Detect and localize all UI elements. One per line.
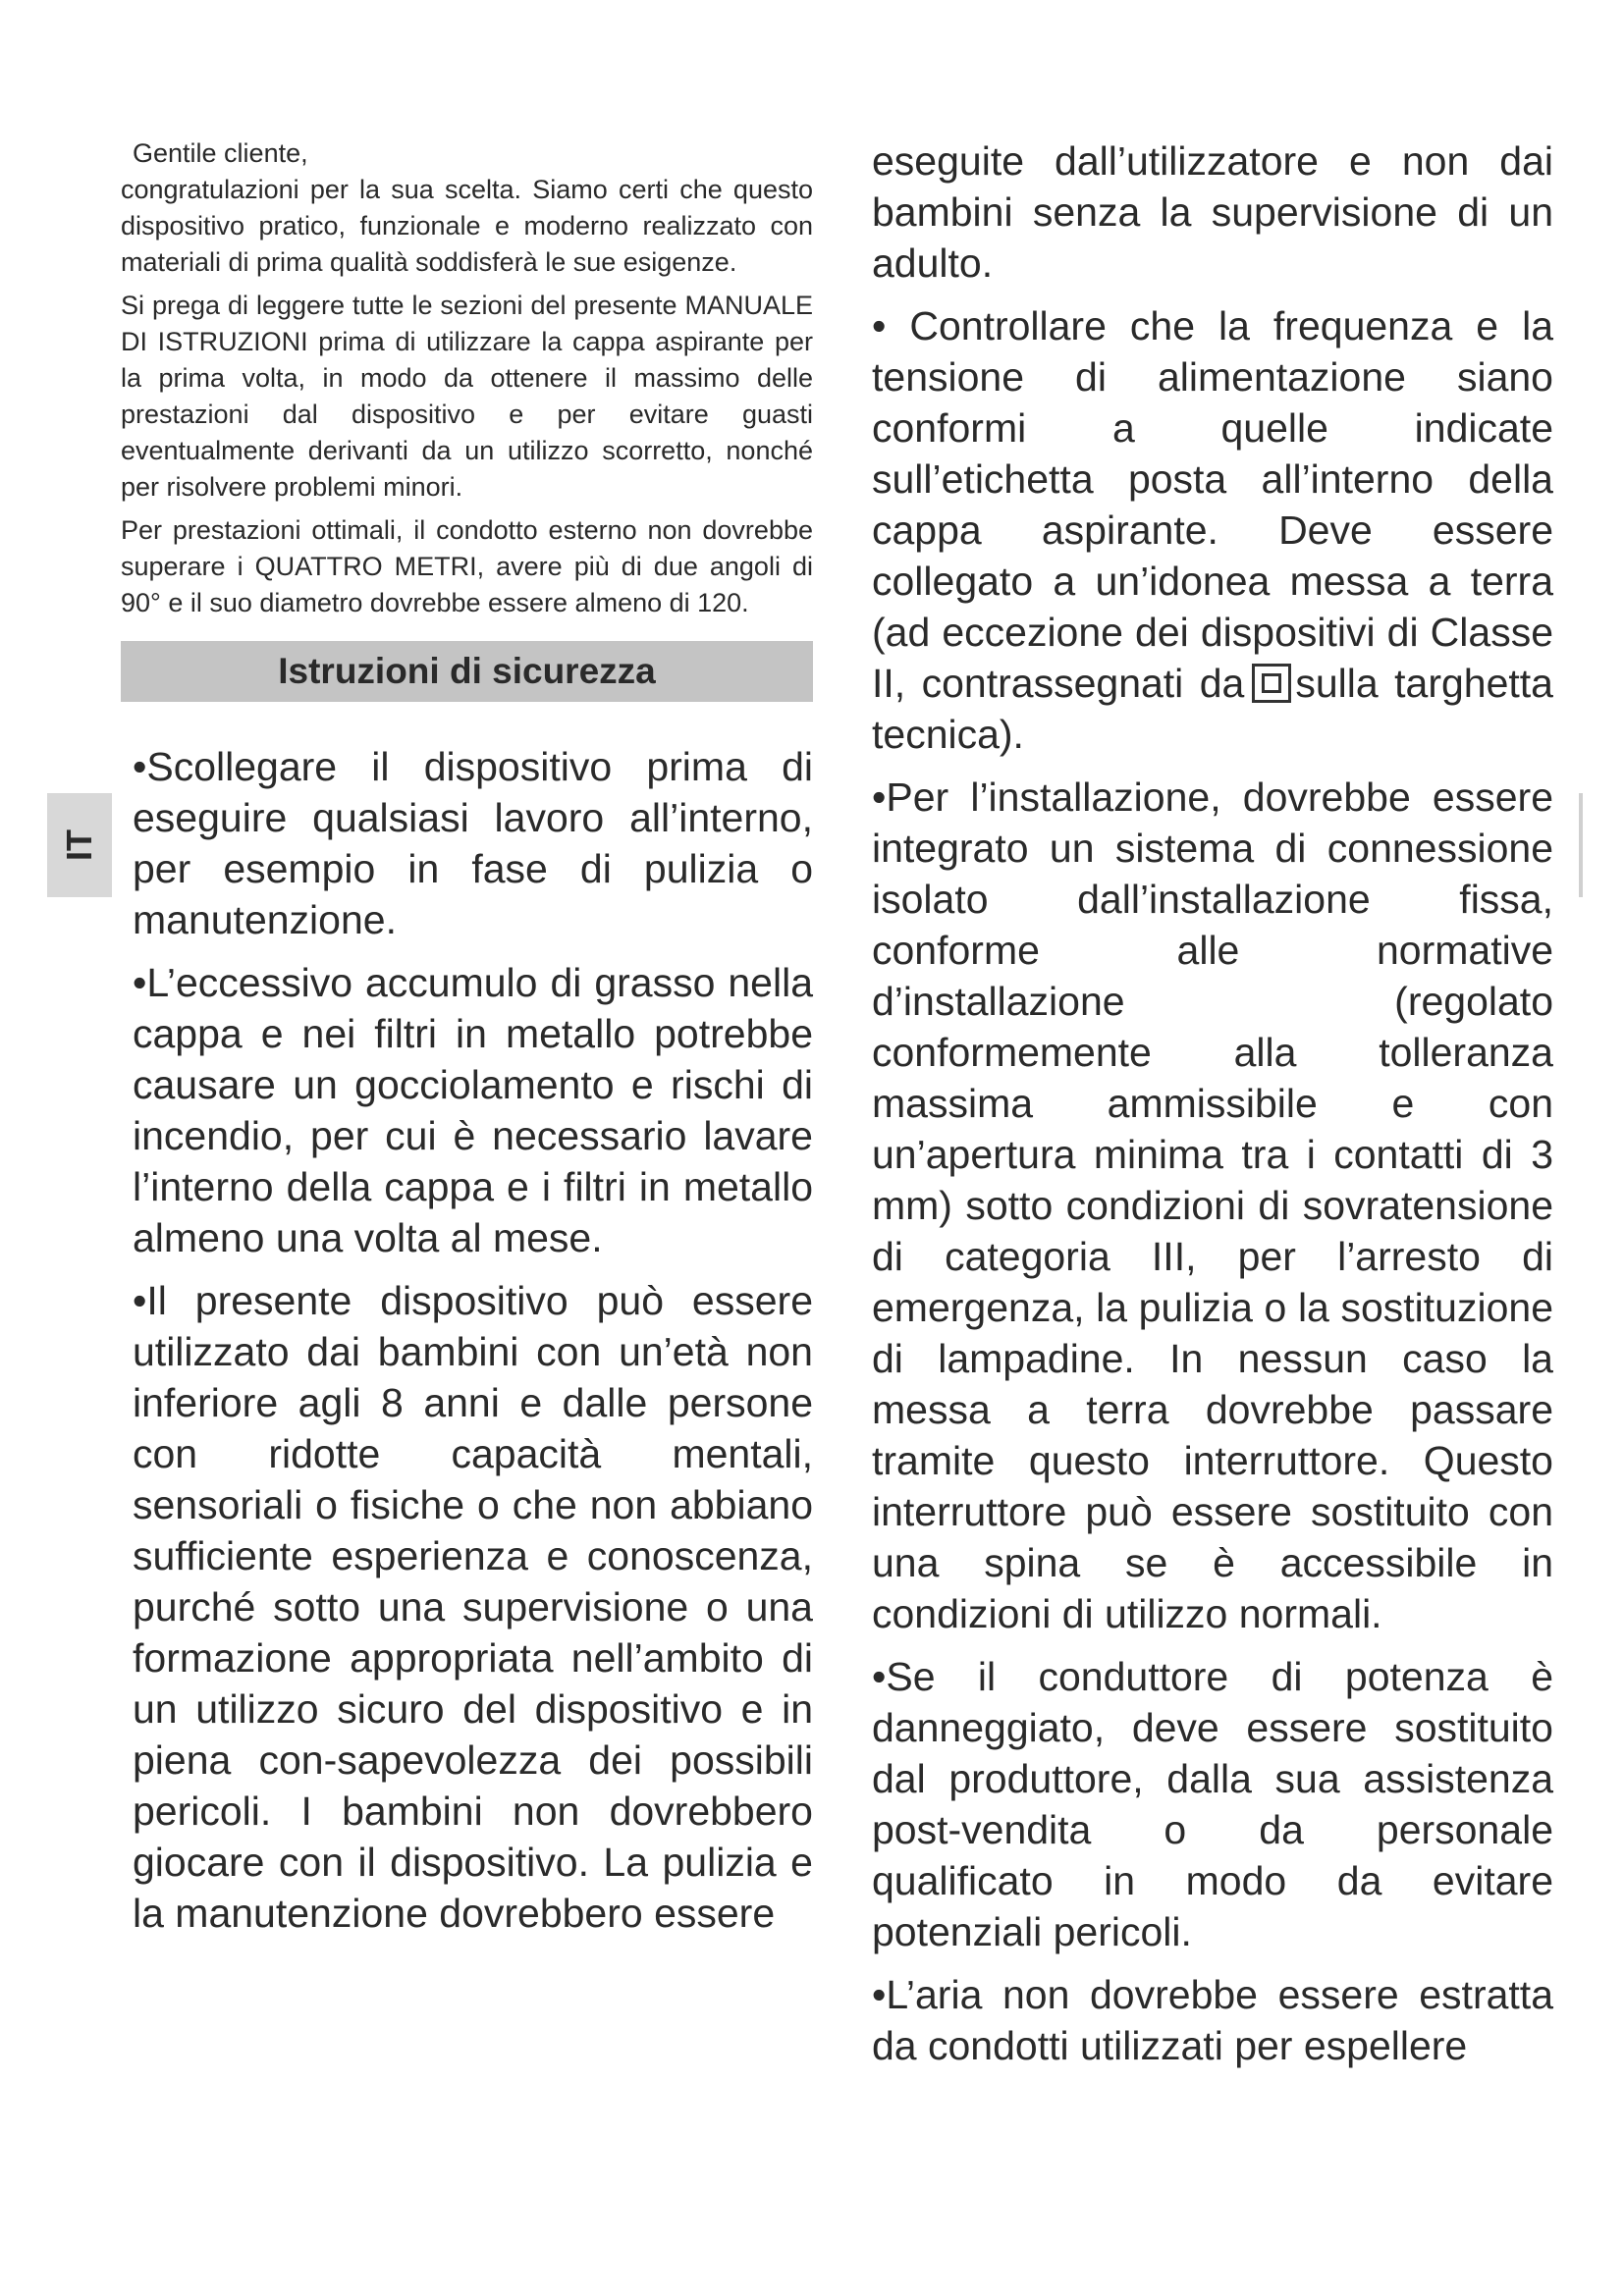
safety-item: •L’aria non dovrebbe essere estratta da condotti utilizzati per espellere bbox=[872, 1972, 1553, 2068]
safety-list-left bbox=[121, 741, 813, 1939]
left-column bbox=[121, 135, 813, 1950]
greeting: Gentile cliente, bbox=[133, 138, 308, 168]
section-title-safety: Istruzioni di sicurezza bbox=[121, 641, 813, 702]
intro-paragraph: Si prega di leggere tutte le sezioni del presente MANUALE DI ISTRUZIONI prima di utilizzare la cappa aspirante per la prima volta, in modo da ottenere il massimo delle prestazioni dal dispositivo e per evitare guasti eventualmente derivanti da un utilizzo scorretto, nonché per risolvere problemi minori. bbox=[121, 291, 813, 502]
intro-section bbox=[121, 135, 813, 621]
safety-item: •Scollegare il dispositivo prima di eseguire qualsiasi lavoro all’interno, per esempio in fase di pulizia o manutenzione. bbox=[133, 744, 813, 942]
double-insulation-icon bbox=[1252, 664, 1291, 703]
language-tab-label: IT bbox=[59, 829, 99, 861]
voltage-text-end: sulla targhetta tecnica). bbox=[872, 661, 1553, 757]
safety-item-voltage bbox=[866, 300, 1553, 760]
safety-item: •L’eccessivo accumulo di grasso nella cappa e nei filtri in metallo potrebbe causare un gocciolamento e rischi di incendio, per cui è necessario lavare l’interno della cappa e i filtri in metallo almeno una volta al mese. bbox=[133, 960, 813, 1260]
safety-item: •Il presente dispositivo può essere utilizzato dai bambini con un’età non inferiore agli 8 anni e dalle persone con ridotte capacità mentali, sensoriali o fisiche o che non abbiano sufficiente esperienza e conoscenza, purché sotto una supervisione o una formazione appropriata nell’ambito di un utilizzo sicuro del dispositivo e in piena con-sapevolezza dei possibili pericoli. I bambini non dovrebbero giocare con il dispositivo. La pulizia e la manutenzione dovrebbero essere bbox=[133, 1278, 813, 1936]
page-edge-mark bbox=[1579, 793, 1583, 897]
safety-item: •Per l’installazione, dovrebbe essere integrato un sistema di connessione isolato dall’installazione fissa, conforme alle normative d’installazione (regolato conformemente alla tolleranza massima ammissibile e con un’apertura minima tra i contatti di 3 mm) sotto condizioni di sovratensione di categoria III, per l’arresto di emergenza, la pulizia o la sostituzione di lampadine. In nessun caso la messa a terra dovrebbe passare tramite questo interruttore. Questo interruttore può essere sostituito con una spina se è accessibile in condizioni di utilizzo normali. bbox=[872, 774, 1553, 1636]
safety-item: •Se il conduttore di potenza è danneggiato, deve essere sostituito dal produttore, dalla sua assistenza post-vendita o da personale qualificato in modo da evitare potenziali pericoli. bbox=[872, 1654, 1553, 1954]
language-tab bbox=[47, 793, 112, 897]
safety-item-continuation: eseguite dall’utilizzatore e non dai bambini senza la supervisione di un adulto. bbox=[872, 138, 1553, 286]
voltage-text: • Controllare che la frequenza e la tensione di alimentazione siano conformi a quelle indicate sull’etichetta posta all’interno della cappa aspirante. Deve essere collegato a un’idonea messa a terra (ad eccezione dei dispositivi di Classe II, contrassegnati da bbox=[872, 303, 1553, 706]
intro-paragraph: Per prestazioni ottimali, il condotto esterno non dovrebbe superare i QUATTRO METRI, avere più di due angoli di 90° e il suo diametro dovrebbe essere almeno di 120. bbox=[121, 515, 813, 617]
intro-paragraph: congratulazioni per la sua scelta. Siamo certi che questo dispositivo pratico, funzionale e moderno realizzato con materiali di prima qualità soddisferà le sue esigenze. bbox=[121, 175, 813, 277]
right-column bbox=[866, 135, 1553, 2083]
